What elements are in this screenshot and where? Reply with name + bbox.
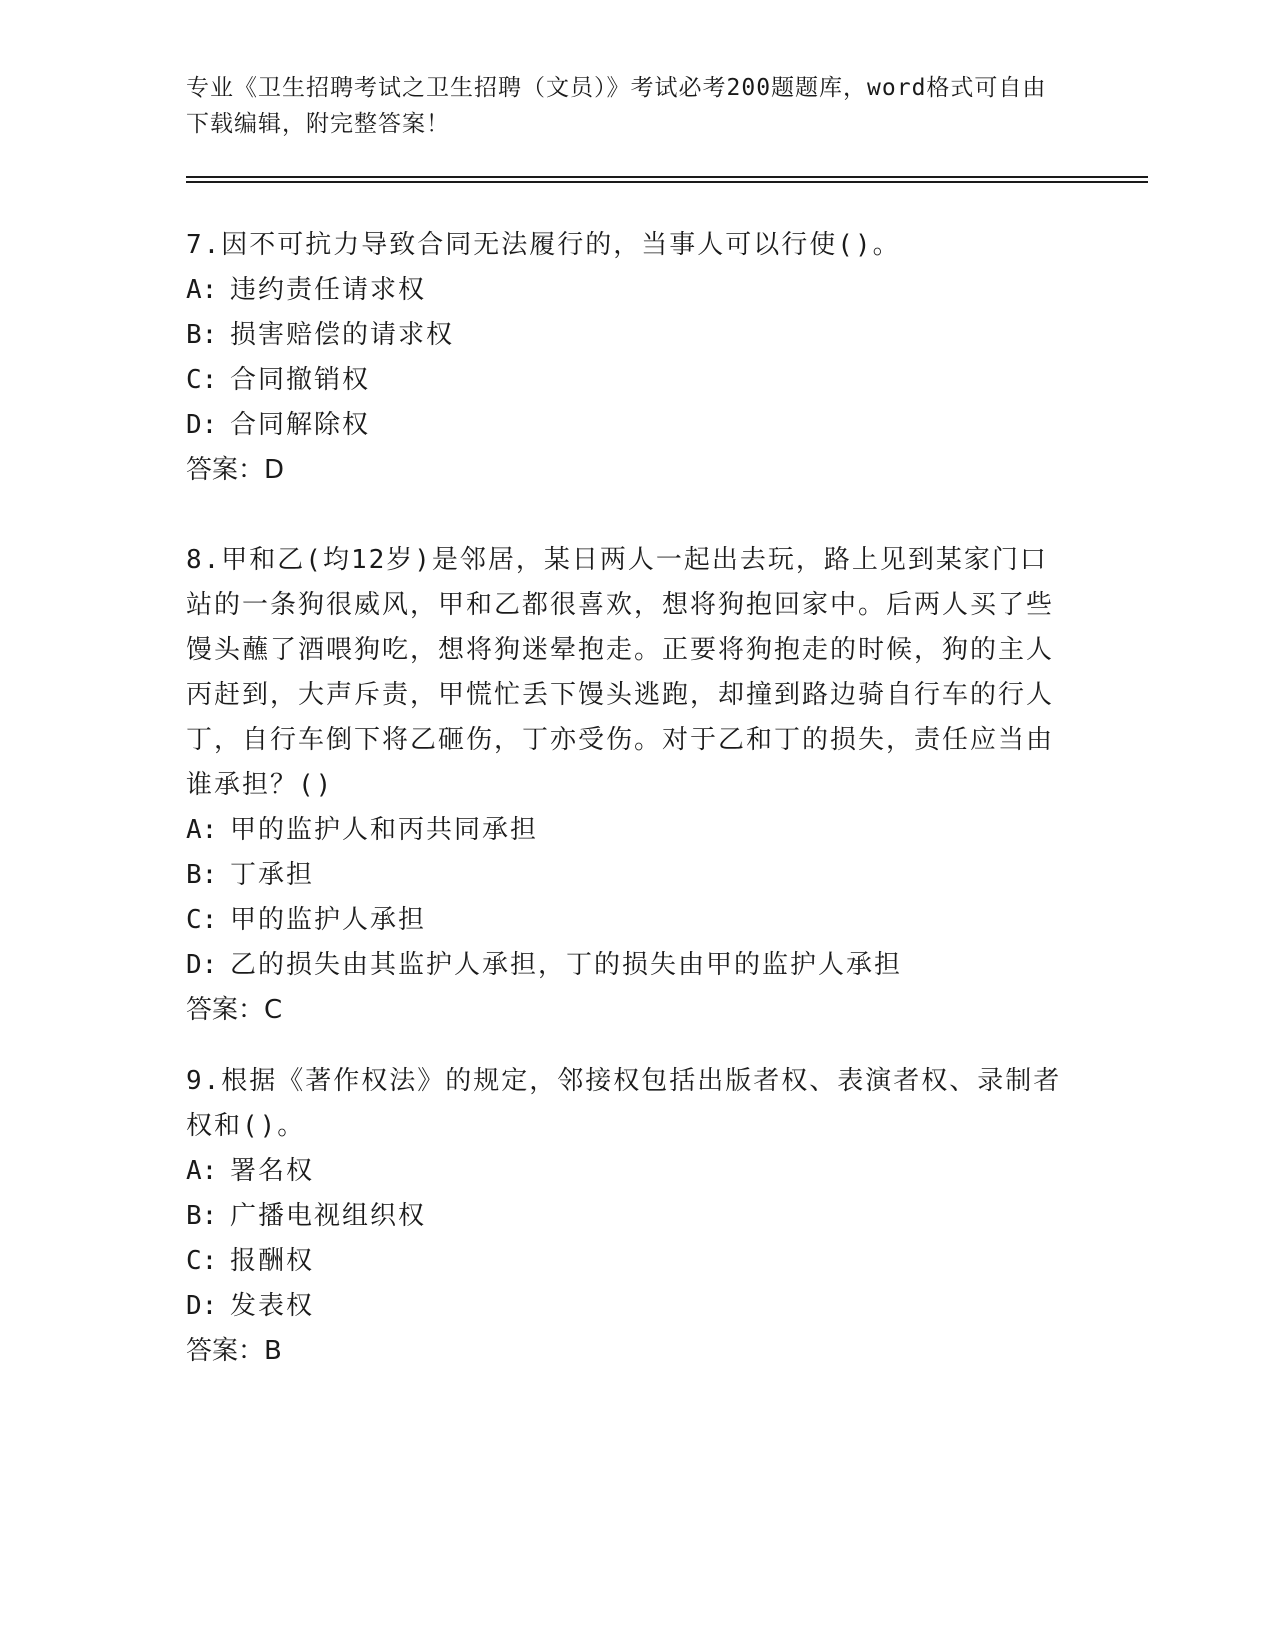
- document-intro: [186, 70, 1066, 142]
- option-text: 署名权: [230, 1156, 315, 1186]
- option-text: 损害赔偿的请求权: [230, 320, 455, 350]
- option-c: [186, 358, 1066, 403]
- option-key: C:: [186, 905, 218, 935]
- option-text: 合同解除权: [230, 410, 371, 440]
- option-b: [186, 313, 1066, 358]
- option-key: B:: [186, 320, 218, 350]
- option-d: [186, 1284, 1066, 1329]
- option-c: [186, 898, 1066, 943]
- double-divider: [186, 176, 1148, 183]
- option-text: 发表权: [230, 1291, 315, 1321]
- option-b: [186, 1194, 1066, 1239]
- option-text: 报酬权: [230, 1246, 315, 1276]
- option-key: B:: [186, 1201, 218, 1231]
- option-key: A:: [186, 815, 218, 845]
- option-key: D:: [186, 410, 218, 440]
- option-text: 合同撤销权: [230, 365, 371, 395]
- option-b: [186, 853, 1066, 898]
- option-text: 乙的损失由其监护人承担，丁的损失由甲的监护人承担: [230, 950, 903, 980]
- question-9: [186, 1059, 1066, 1374]
- intro-text: 专业《卫生招聘考试之卫生招聘（文员）》考试必考200题题库，word格式可自由下载编辑，附完整答案！: [186, 75, 1047, 137]
- option-a: [186, 268, 1066, 313]
- question-stem: 7.因不可抗力导致合同无法履行的，当事人可以行使()。: [186, 230, 901, 260]
- option-c: [186, 1239, 1066, 1284]
- question-8: [186, 538, 1066, 1033]
- option-key: D:: [186, 950, 218, 980]
- option-d: [186, 403, 1066, 448]
- option-d: [186, 943, 1066, 988]
- answer-line: 答案：D: [186, 455, 285, 485]
- option-key: B:: [186, 860, 218, 890]
- option-text: 丁承担: [230, 860, 315, 890]
- option-key: C:: [186, 365, 218, 395]
- option-text: 广播电视组织权: [230, 1201, 427, 1231]
- option-key: D:: [186, 1291, 218, 1321]
- option-a: [186, 808, 1066, 853]
- question-stem: 9.根据《著作权法》的规定，邻接权包括出版者权、表演者权、录制者权和()。: [186, 1066, 1062, 1141]
- option-key: C:: [186, 1246, 218, 1276]
- option-a: [186, 1149, 1066, 1194]
- answer-line: 答案：B: [186, 1336, 282, 1366]
- answer-line: 答案：C: [186, 995, 283, 1025]
- option-text: 甲的监护人承担: [230, 905, 427, 935]
- option-text: 甲的监护人和丙共同承担: [230, 815, 539, 845]
- question-stem: 8.甲和乙(均12岁)是邻居，某日两人一起出去玩，路上见到某家门口站的一条狗很威风，甲和乙都很喜欢，想将狗抱回家中。后两人买了些馒头蘸了酒喂狗吃，想将狗迷晕抱走。正要将狗抱走的时候，狗的主人丙赶到，大声斥责，甲慌忙丢下馒头逃跑，却撞到路边骑自行车的行人丁，自行车倒下将乙砸伤，丁亦受伤。对于乙和丁的损失，责任应当由谁承担？(): [186, 545, 1055, 800]
- option-text: 违约责任请求权: [230, 275, 427, 305]
- question-7: [186, 223, 1066, 493]
- option-key: A:: [186, 275, 218, 305]
- option-key: A:: [186, 1156, 218, 1186]
